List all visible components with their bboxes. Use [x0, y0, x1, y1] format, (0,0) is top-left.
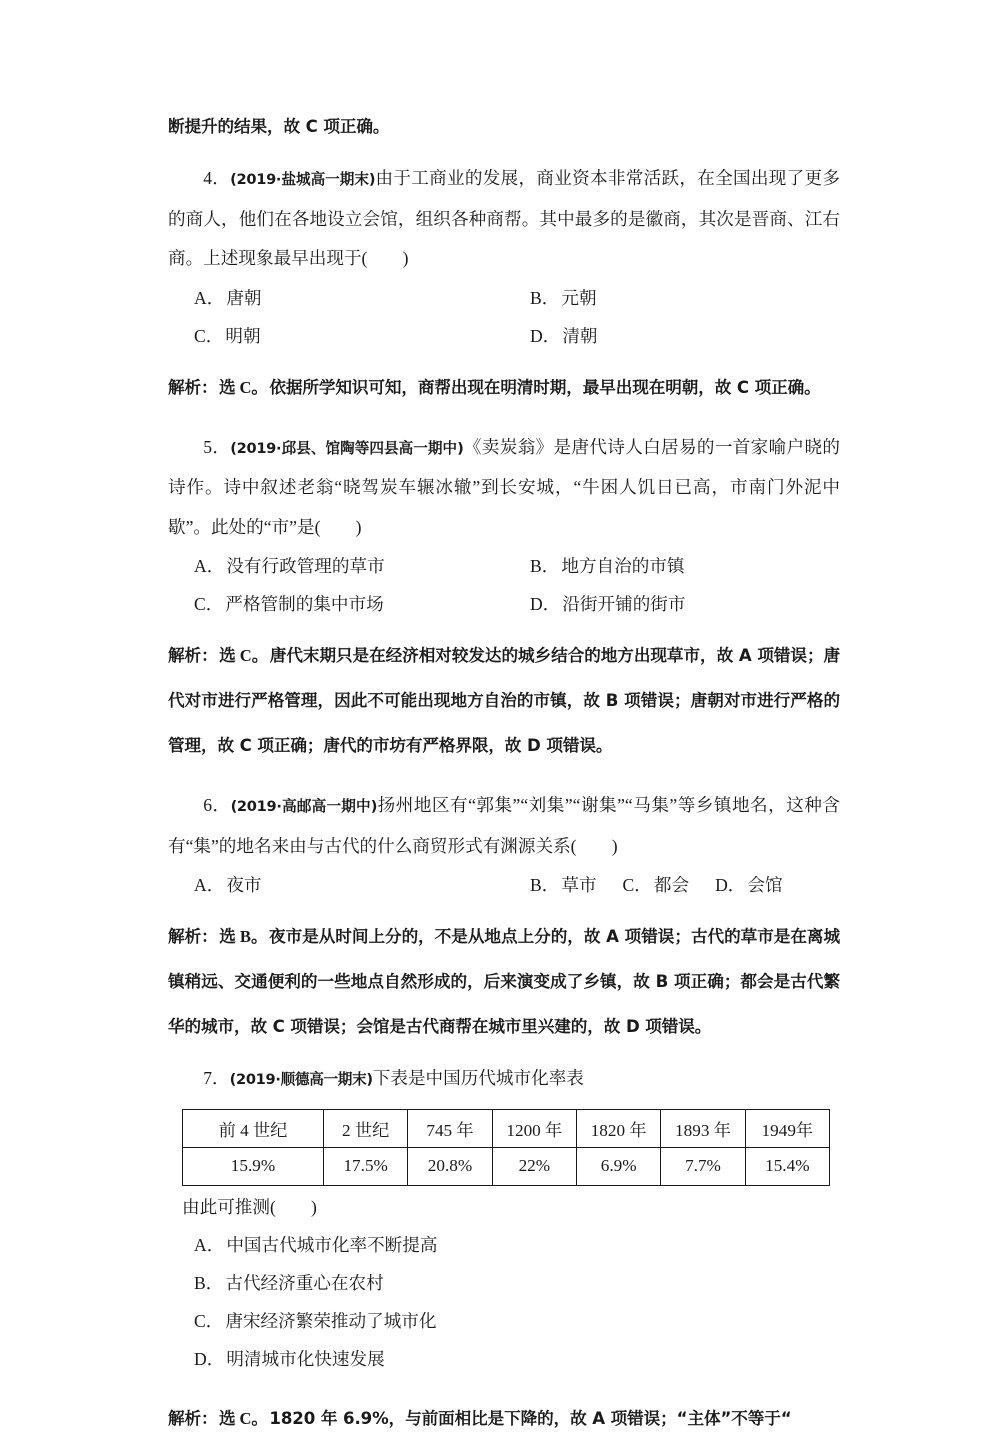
urbanization-rate-table-wrapper	[182, 1109, 830, 1186]
option-key: B．	[530, 556, 560, 576]
table-header-cell: 1820 年	[576, 1109, 660, 1147]
question-6-stem: 6．(2019·高邮高一期中)扬州地区有“郭集”“刘集”“谢集”“马集”等乡镇地名，这种含有“集”的地名来由与古代的什么商贸形式有渊源关系( )	[168, 795, 840, 856]
table-value-cell: 20.8%	[408, 1147, 492, 1185]
option-5-D[interactable]	[504, 585, 840, 623]
question-7-option-B-row	[168, 1264, 840, 1302]
question-7-prompt: 由此可推测( )	[182, 1196, 317, 1217]
question-7-option-D-row	[168, 1340, 840, 1378]
spacer	[168, 149, 840, 159]
analysis-answer: 选 C。	[219, 646, 269, 665]
table-value-cell: 17.5%	[324, 1147, 408, 1185]
analysis-answer: 选 C。	[218, 377, 268, 397]
option-key: A．	[194, 556, 225, 576]
question-4-stem: 4．(2019·盐城高一期末)由于工商业的发展，商业资本非常活跃，在全国出现了更多的商人，他们在各地设立会馆，组织各种商帮。其中最多的是徽商，其次是晋商、江右商。上述现象最早出现于( )	[168, 168, 840, 268]
question-5-options-row-1	[168, 547, 840, 585]
question-4-source: (2019·盐城高一期末)	[230, 171, 376, 188]
question-6-source: (2019·高邮高一期中)	[230, 798, 378, 815]
table-header-cell: 1949年	[745, 1109, 829, 1147]
option-4-C[interactable]	[168, 317, 504, 355]
page-content	[168, 104, 840, 1441]
question-5-number: 5	[203, 436, 212, 457]
spacer	[168, 410, 840, 428]
table-value-cell: 22%	[492, 1147, 576, 1185]
option-4-B[interactable]	[504, 279, 840, 317]
carryover-analysis-line: 断提升的结果，故 C 项正确。	[168, 117, 390, 136]
analysis-answer: 选 B。	[219, 927, 268, 946]
table-header-cell: 1200 年	[492, 1109, 576, 1147]
option-key: B．	[530, 875, 560, 895]
question-4-options-row-1	[168, 279, 840, 317]
option-4-D[interactable]	[504, 317, 840, 355]
option-4-A[interactable]	[168, 279, 504, 317]
question-block-6	[168, 786, 840, 1049]
question-5-stem: 5．(2019·邱县、馆陶等四县高一期中)《卖炭翁》是唐代诗人白居易的一首家喻户晓的诗作。诗中叙述老翁“晓驾炭车辗冰辙”到长安城，“牛困人饥日已高，市南门外泥中歇”。此处的“市”是( )	[168, 436, 840, 537]
option-7-A[interactable]	[168, 1226, 840, 1264]
option-6-B[interactable]	[530, 866, 597, 904]
option-5-A[interactable]	[168, 547, 504, 585]
option-6-C[interactable]	[623, 866, 690, 904]
option-key: A．	[194, 1234, 225, 1255]
table-header-cell: 2 世纪	[324, 1109, 408, 1147]
question-6-stem-text: 扬州地区有“郭集”“刘集”“谢集”“马集”等乡镇地名，这种含有“集”的地名来由与古代的什么商贸形式有渊源关系( )	[168, 795, 840, 856]
question-block-7	[168, 1059, 840, 1441]
question-4-options-row-2	[168, 317, 840, 355]
question-7-stem-text: 下表是中国历代城市化率表	[372, 1068, 584, 1088]
spacer	[168, 355, 840, 365]
option-key: D．	[194, 1348, 225, 1369]
spacer	[168, 768, 840, 786]
option-key: C．	[194, 594, 224, 614]
table-value-cell: 6.9%	[576, 1147, 660, 1185]
option-7-C[interactable]	[168, 1302, 840, 1340]
option-label: 古代经济重心在农村	[225, 1272, 384, 1293]
question-6-analysis	[168, 914, 840, 1049]
urbanization-rate-table	[182, 1109, 830, 1186]
question-6-options-row	[168, 866, 840, 904]
question-block-4	[168, 159, 840, 410]
option-label: 唐朝	[226, 287, 262, 308]
question-7-source: (2019·顺德高一期末)	[229, 1071, 373, 1088]
table-value-cell: 15.4%	[745, 1147, 829, 1185]
question-5-stem-text: 《卖炭翁》是唐代诗人白居易的一首家喻户晓的诗作。诗中叙述老翁“晓驾炭车辗冰辙”到长安城，“牛困人饥日已高，市南门外泥中歇”。此处的“市”是( )	[168, 436, 840, 537]
option-key: B．	[530, 287, 560, 308]
option-key: A．	[194, 875, 225, 895]
analysis-text: 唐代末期只是在经济相对较发达的城乡结合的地方出现草市，故 A 项错误；唐代对市进行严格管理，因此不可能出现地方自治的市镇，故 B 项错误；唐朝对市进行严格的管理，故 C 项正确；唐代的市坊有严格界限，故 D 项错误。	[168, 646, 841, 755]
option-label: 地方自治的市镇	[561, 556, 685, 576]
option-label: 唐宋经济繁荣推动了城市化	[225, 1310, 437, 1331]
option-7-B[interactable]	[168, 1264, 840, 1302]
option-label: 没有行政管理的草市	[226, 556, 385, 576]
option-7-D[interactable]	[168, 1340, 840, 1378]
analysis-answer: 选 C。	[218, 1408, 268, 1428]
table-row-values	[183, 1147, 830, 1185]
option-6-A[interactable]	[168, 866, 504, 904]
table-row-headers	[183, 1109, 830, 1147]
analysis-text: 1820 年 6.9%，与前面相比是下降的，故 A 项错误；“主体”不等于“	[269, 1408, 792, 1428]
option-key: D．	[530, 594, 561, 614]
question-4-number: 4	[203, 168, 212, 188]
option-key: C．	[622, 875, 652, 895]
option-label: 中国古代城市化率不断提高	[226, 1234, 438, 1255]
option-key: D．	[715, 875, 746, 895]
question-block-5	[168, 428, 840, 769]
table-header-cell: 1893 年	[661, 1109, 745, 1147]
option-key: C．	[194, 325, 224, 346]
question-6-options-inline-group	[504, 866, 840, 904]
option-label: 明朝	[225, 325, 261, 346]
question-4-analysis	[168, 365, 840, 410]
option-key: C．	[194, 1310, 224, 1331]
question-7-option-A-row	[168, 1226, 840, 1264]
spacer	[168, 1049, 840, 1059]
question-7-analysis	[168, 1396, 840, 1441]
question-4-stem-text: 由于工商业的发展，商业资本非常活跃，在全国出现了更多的商人，他们在各地设立会馆，组织各种商帮。其中最多的是徽商，其次是晋商、江右商。上述现象最早出现于( )	[168, 168, 840, 268]
analysis-label: 解析：	[168, 927, 218, 946]
analysis-label: 解析：	[168, 646, 218, 665]
option-label: 元朝	[561, 287, 597, 308]
option-label: 严格管制的集中市场	[225, 594, 384, 614]
question-7-stem: 7．(2019·顺德高一期末)下表是中国历代城市化率表	[203, 1068, 584, 1088]
option-label: 沿街开铺的街市	[562, 594, 686, 614]
analysis-text: 依据所学知识可知，商帮出现在明清时期，最早出现在明朝，故 C 项正确。	[269, 377, 821, 397]
option-key: D．	[530, 325, 561, 346]
spacer	[168, 1378, 840, 1396]
option-label: 会馆	[747, 875, 783, 895]
analysis-label: 解析：	[168, 1408, 218, 1428]
option-5-B[interactable]	[504, 547, 840, 585]
question-6-number: 6	[203, 795, 212, 815]
option-key: B．	[194, 1272, 224, 1293]
question-5-source: (2019·邱县、馆陶等四县高一期中)	[230, 439, 464, 457]
spacer	[168, 904, 840, 914]
question-5-options-row-2	[168, 585, 840, 623]
analysis-text: 夜市是从时间上分的，不是从地点上分的，故 A 项错误；古代的草市是在离城镇稍远、交通便利的一些地点自然形成的，后来演变成了乡镇，故 B 项正确；都会是古代繁华的城市，故 C 项错误；会馆是古代商帮在城市里兴建的，故 D 项错误。	[168, 927, 840, 1036]
option-label: 夜市	[226, 875, 262, 895]
table-header-cell: 745 年	[408, 1109, 492, 1147]
option-label: 明清城市化快速发展	[226, 1348, 385, 1369]
option-5-C[interactable]	[168, 585, 504, 623]
option-label: 都会	[653, 875, 690, 895]
option-key: A．	[194, 287, 225, 308]
option-6-D[interactable]	[715, 866, 783, 904]
table-header-cell: 前 4 世纪	[183, 1109, 324, 1147]
analysis-label: 解析：	[168, 377, 218, 397]
spacer	[168, 623, 840, 633]
question-5-analysis	[168, 633, 840, 768]
table-value-cell: 15.9%	[183, 1147, 324, 1185]
question-7-option-C-row	[168, 1302, 840, 1340]
option-label: 清朝	[562, 325, 598, 346]
question-7-number: 7	[203, 1068, 212, 1088]
table-value-cell: 7.7%	[661, 1147, 745, 1185]
option-label: 草市	[561, 875, 597, 895]
